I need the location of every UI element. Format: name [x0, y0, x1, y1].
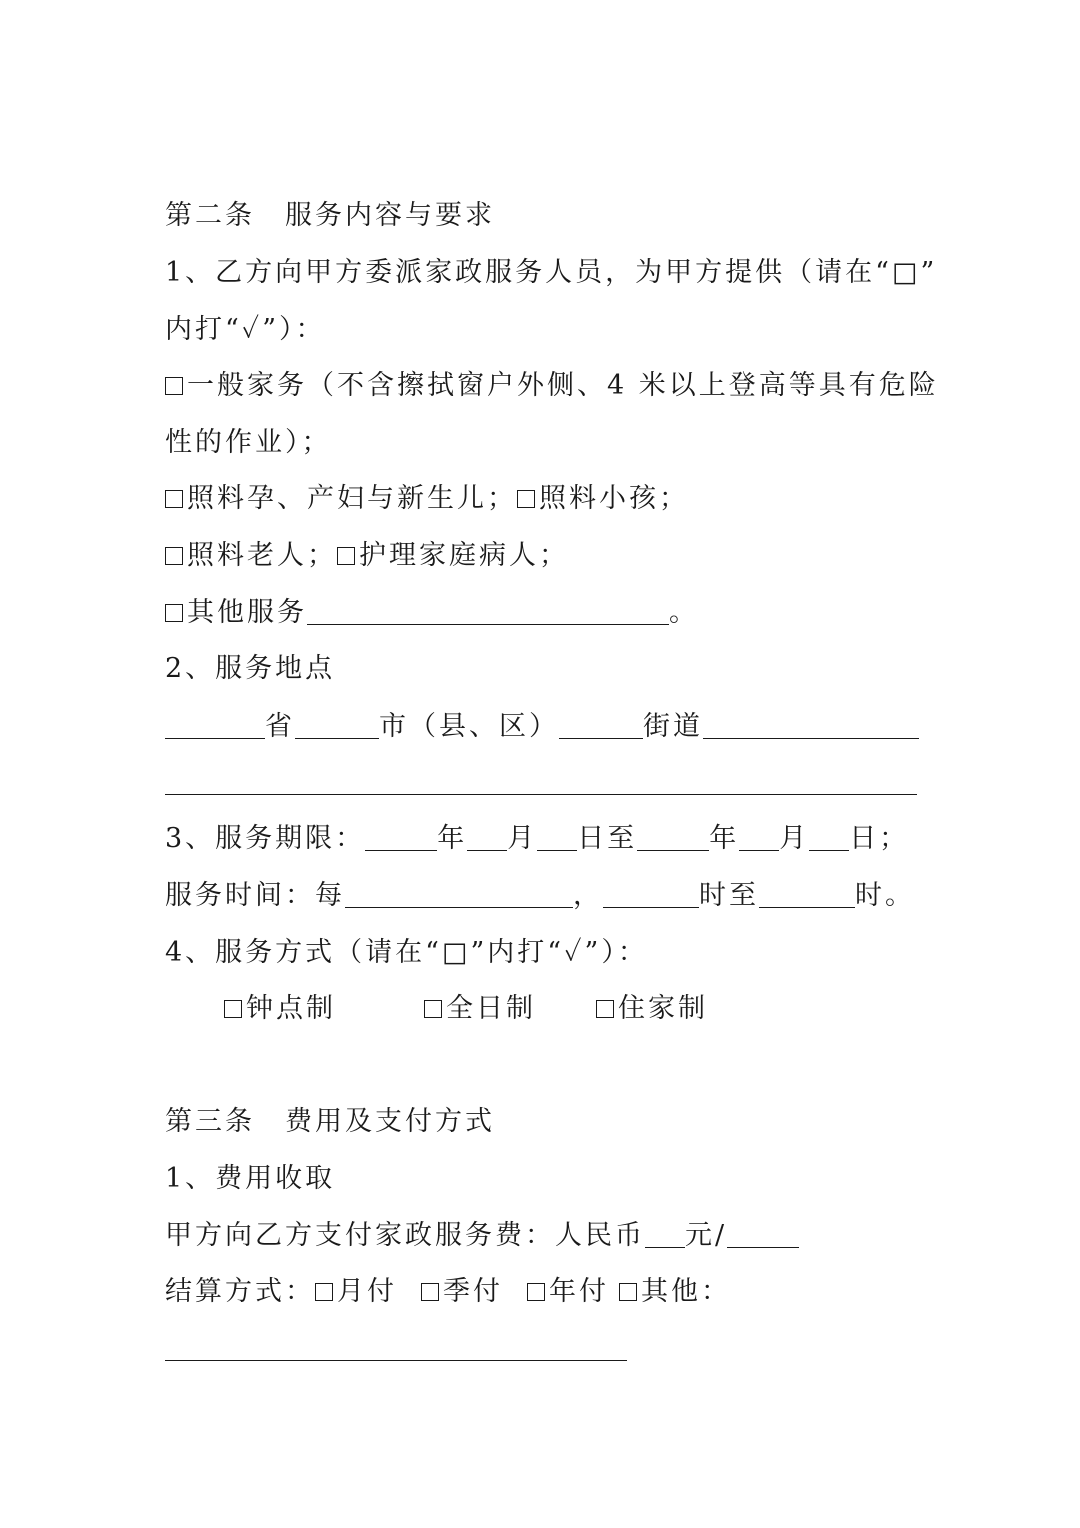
- checkbox-other-service[interactable]: [165, 604, 183, 622]
- end-day-blank[interactable]: [809, 824, 849, 851]
- start-month-blank[interactable]: [467, 824, 507, 851]
- options-row-care: [165, 481, 689, 517]
- start-day-label: 日至: [577, 823, 638, 854]
- end-hour-label: 时。: [855, 880, 915, 911]
- service-time-label: 服务时间：每: [165, 880, 345, 911]
- checkbox-child-care[interactable]: [517, 490, 535, 508]
- settle-month-label: 月付: [337, 1276, 397, 1307]
- service-time-comma: ，: [573, 880, 603, 911]
- end-year-label: 年: [709, 823, 740, 854]
- province-label: 省: [265, 711, 295, 742]
- article-2-heading: 第二条 服务内容与要求: [165, 200, 495, 231]
- service-content-line2: 内打“✓”）：: [165, 314, 326, 345]
- checkbox-monthly[interactable]: [315, 1283, 333, 1301]
- option-other-end: 。: [669, 597, 699, 628]
- option-general-housework: [165, 368, 939, 404]
- address-blank-line2[interactable]: [165, 794, 917, 795]
- checkbox-hourly[interactable]: [224, 1000, 242, 1018]
- settle-year-label: 年付: [549, 1276, 609, 1307]
- checkbox-maternity-care[interactable]: [165, 490, 183, 508]
- checkbox-quarterly[interactable]: [421, 1283, 439, 1301]
- end-month-label: 月: [779, 823, 810, 854]
- checkbox-patient-care[interactable]: [337, 547, 355, 565]
- end-month-blank[interactable]: [739, 824, 779, 851]
- checkbox-settle-other[interactable]: [619, 1283, 637, 1301]
- settlement-line: [165, 1274, 731, 1310]
- end-hour-blank[interactable]: [759, 881, 855, 908]
- fee-line: [165, 1218, 799, 1254]
- settle-other-label: 其他：: [641, 1276, 731, 1307]
- service-mode-options: [224, 991, 708, 1027]
- end-day-label: 日；: [849, 823, 910, 854]
- service-period-label: 3、服务期限：: [165, 823, 366, 854]
- fee-unit-label: 元/: [685, 1220, 728, 1251]
- other-service-blank[interactable]: [307, 598, 669, 625]
- street-blank[interactable]: [703, 712, 919, 739]
- fee-label: 甲方向乙方支付家政服务费：人民币: [165, 1220, 645, 1251]
- service-location-title: 2、服务地点: [165, 653, 336, 684]
- start-hour-label: 时至: [699, 880, 759, 911]
- fee-period-blank[interactable]: [727, 1221, 799, 1248]
- options-row-elder: [165, 538, 569, 574]
- service-frequency-blank[interactable]: [345, 881, 573, 908]
- option-general-housework-label: 一般家务（不含擦拭窗户外侧、4 米以上登高等具有危险: [187, 370, 939, 401]
- start-day-blank[interactable]: [537, 824, 577, 851]
- mode-hourly-label: 钟点制: [246, 993, 336, 1024]
- option-child-label: 照料小孩；: [539, 483, 689, 514]
- settlement-label: 结算方式：: [165, 1276, 315, 1307]
- mode-livein-label: 住家制: [618, 993, 708, 1024]
- province-blank[interactable]: [165, 712, 265, 739]
- option-elder-label: 照料老人；: [187, 540, 337, 571]
- checkbox-fullday[interactable]: [424, 1000, 442, 1018]
- checkbox-elder-care[interactable]: [165, 547, 183, 565]
- checkbox-livein[interactable]: [596, 1000, 614, 1018]
- city-blank[interactable]: [295, 712, 379, 739]
- checkbox-yearly[interactable]: [527, 1283, 545, 1301]
- street-label: 街道: [643, 711, 703, 742]
- checkbox-general-housework[interactable]: [165, 377, 183, 395]
- fee-amount-blank[interactable]: [645, 1221, 685, 1248]
- start-month-label: 月: [507, 823, 538, 854]
- option-maternity-label: 照料孕、产妇与新生儿；: [187, 483, 517, 514]
- city-label: 市（县、区）: [379, 711, 559, 742]
- service-mode-title: 4、服务方式（请在“□”内打“✓”）：: [165, 937, 648, 968]
- settle-quarter-label: 季付: [443, 1276, 503, 1307]
- end-year-blank[interactable]: [637, 824, 709, 851]
- start-year-blank[interactable]: [365, 824, 437, 851]
- option-other-label: 其他服务: [187, 597, 307, 628]
- option-general-housework-line2: 性的作业）；: [165, 427, 332, 458]
- service-time-line: [165, 878, 915, 914]
- service-period-line: [165, 821, 909, 857]
- service-location-line: [165, 709, 919, 745]
- option-patient-label: 护理家庭病人；: [359, 540, 569, 571]
- option-other-service: [165, 595, 699, 631]
- fee-collection-title: 1、费用收取: [165, 1163, 336, 1194]
- district-blank[interactable]: [559, 712, 643, 739]
- mode-fullday-label: 全日制: [446, 993, 536, 1024]
- service-content-line1: 1、乙方向甲方委派家政服务人员，为甲方提供（请在“□”: [165, 257, 938, 288]
- start-hour-blank[interactable]: [603, 881, 699, 908]
- start-year-label: 年: [437, 823, 468, 854]
- settlement-other-blank[interactable]: [165, 1360, 627, 1361]
- article-3-heading: 第三条 费用及支付方式: [165, 1106, 495, 1137]
